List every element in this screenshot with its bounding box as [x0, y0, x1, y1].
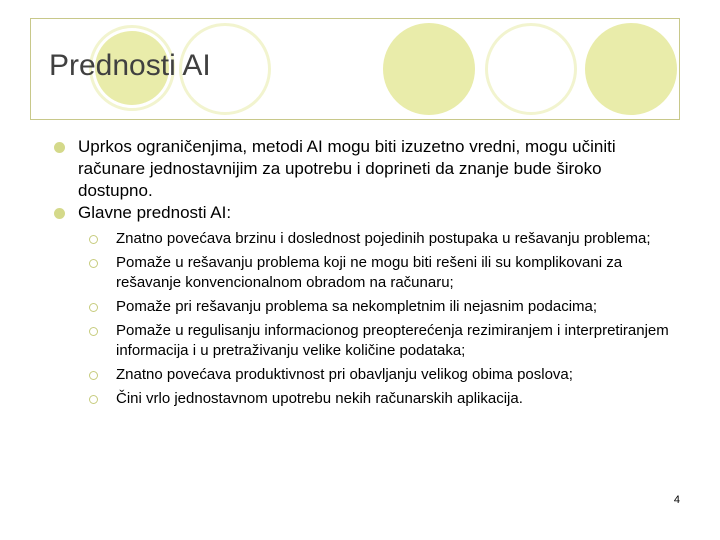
bullet-item — [50, 136, 680, 202]
bullet-item — [50, 202, 680, 224]
title-banner — [30, 18, 680, 120]
page-number: 4 — [673, 494, 680, 506]
sub-bullet-text: Pomaže u rešavanju problema koji ne mogu biti rešeni ili su komplikovani za rešavanje konvencionalnom obradom na računaru; — [116, 254, 623, 291]
sub-bullet-item — [86, 253, 680, 293]
ring-bullet-icon — [89, 371, 98, 380]
decor-circle-ring-3 — [485, 23, 577, 115]
slide-title: Prednosti AI — [49, 49, 211, 82]
ring-bullet-icon — [89, 327, 98, 336]
sub-bullet-text: Pomaže u regulisanju informacionog preopterećenja rezimiranjem i interpretiranjem informacija i u pretraživanju velike količine podataka; — [116, 322, 669, 359]
sub-bullet-text: Čini vrlo jednostavnom upotrebu nekih računarskih aplikacija. — [116, 390, 523, 407]
ring-bullet-icon — [89, 303, 98, 312]
ring-bullet-icon — [89, 259, 98, 268]
sub-bullet-text: Znatno povećava produktivnost pri obavljanju velikog obima poslova; — [116, 366, 573, 383]
bullet-dot-icon — [54, 142, 65, 153]
bullet-text: Uprkos ograničenjima, metodi AI mogu biti izuzetno vredni, mogu učiniti računare jednostavnijim za upotrebu i doprineti da znanje bude široko dostupno. — [78, 137, 616, 200]
sub-bullet-item — [86, 365, 680, 385]
bullet-text: Glavne prednosti AI: — [78, 203, 232, 222]
sub-bullet-item — [86, 229, 680, 249]
sub-bullet-item — [86, 389, 680, 409]
content-area — [50, 136, 680, 413]
sub-bullet-item — [86, 321, 680, 361]
sub-bullet-text: Znatno povećava brzinu i doslednost pojedinih postupaka u rešavanju problema; — [116, 230, 651, 247]
sub-bullet-text: Pomaže pri rešavanju problema sa nekompletnim ili nejasnim podacima; — [116, 298, 598, 315]
ring-bullet-icon — [89, 235, 98, 244]
ring-bullet-icon — [89, 395, 98, 404]
bullet-dot-icon — [54, 208, 65, 219]
sub-bullet-item — [86, 297, 680, 317]
decor-circle-filled-2 — [383, 23, 475, 115]
sub-bullet-list — [86, 229, 680, 409]
decor-circle-filled-3 — [585, 23, 677, 115]
